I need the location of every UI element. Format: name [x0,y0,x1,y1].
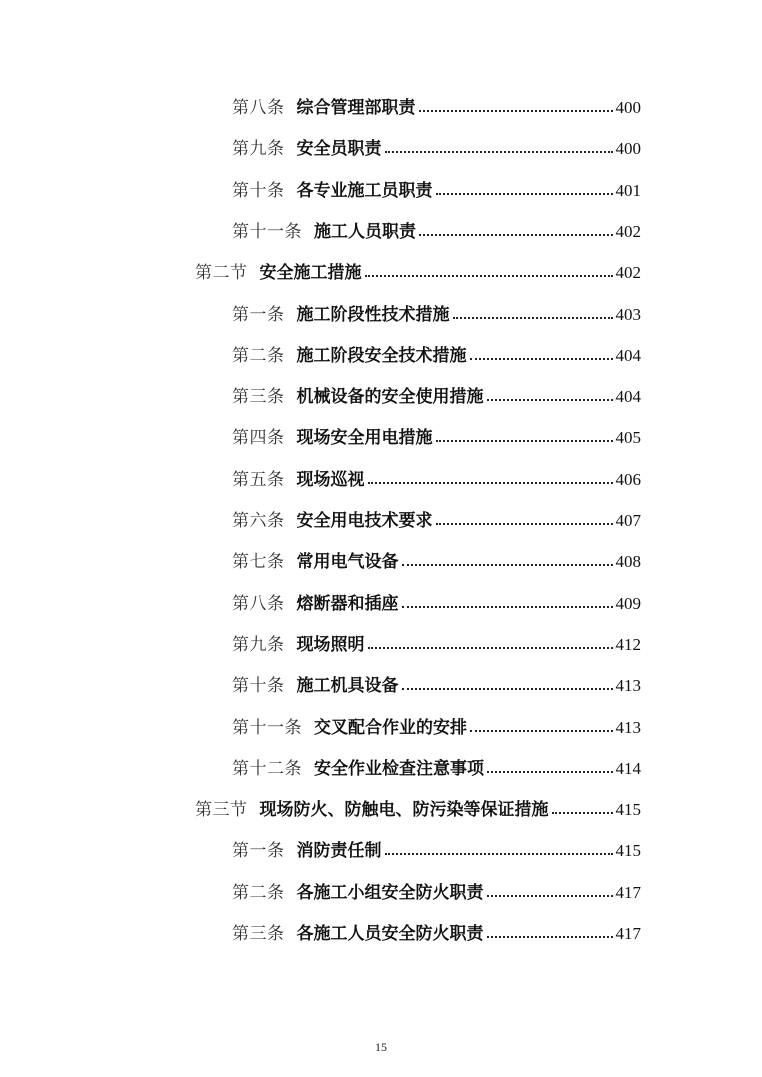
toc-entry-page: 413 [615,676,641,696]
toc-article-entry[interactable] [0,129,762,159]
toc-entry-number: 第十一条 [232,717,302,738]
toc-entry-title: 安全施工措施 [259,263,362,284]
toc-entry-page: 412 [615,634,641,654]
toc-dot-leader [436,523,613,525]
toc-entry-number: 第三条 [232,387,285,408]
toc-article-entry[interactable] [0,171,762,201]
toc-entry-page: 403 [615,304,641,324]
toc-section-entry[interactable] [0,253,762,283]
toc-dot-leader [436,193,613,195]
toc-entry-title: 熔断器和插座 [296,593,399,614]
toc-dot-leader [470,358,613,360]
toc-dot-leader [552,812,613,814]
toc-section-entry[interactable] [0,790,762,820]
toc-dot-leader [368,482,613,484]
toc-article-entry[interactable] [0,831,762,861]
toc-article-entry[interactable] [0,377,762,407]
toc-entry-number: 第十条 [232,180,285,201]
toc-entry-title: 安全员职责 [296,139,382,160]
toc-dot-leader [436,440,613,442]
toc-article-entry[interactable] [0,584,762,614]
toc-article-entry[interactable] [0,336,762,366]
toc-entry-title: 现场巡视 [296,469,365,490]
toc-entry-title: 机械设备的安全使用措施 [296,387,484,408]
toc-dot-leader [402,564,613,566]
toc-entry-number: 第六条 [232,511,285,531]
toc-article-entry[interactable] [0,295,762,325]
toc-entry-number: 第二节 [195,263,248,284]
toc-entry-number: 第一条 [232,304,285,325]
toc-entry-page: 400 [615,98,641,117]
toc-entry-number: 第十二条 [232,758,302,779]
toc-entry-number: 第一条 [232,841,285,862]
toc-entry-page: 413 [615,717,641,737]
toc-entry-page: 402 [615,221,641,241]
toc-entry-page: 407 [615,511,641,530]
toc-dot-leader [385,853,613,855]
toc-entry-number: 第三条 [232,924,285,944]
toc-entry-title: 常用电气设备 [296,552,399,573]
toc-entry-number: 第十条 [232,676,285,697]
toc-entry-title: 安全作业检查注意事项 [314,758,484,779]
toc-article-entry[interactable] [0,666,762,696]
toc-dot-leader [487,771,613,773]
toc-entry-page: 415 [615,841,641,861]
toc-entry-title: 各施工小组安全防火职责 [296,882,484,903]
toc-entry-number: 第四条 [232,428,285,449]
toc-dot-leader [419,110,613,112]
toc-entry-title: 各施工人员安全防火职责 [296,924,484,944]
toc-entry-title: 各专业施工员职责 [296,180,433,201]
toc-dot-leader [487,895,613,897]
toc-entry-title: 现场防火、防触电、防污染等保证措施 [259,800,549,821]
toc-entry-number: 第五条 [232,469,285,490]
toc-dot-leader [385,151,613,153]
toc-entry-page: 415 [615,800,641,820]
toc-dot-leader [402,688,613,690]
toc-dot-leader [368,647,613,649]
toc-article-entry[interactable] [0,501,762,531]
toc-entry-number: 第二条 [232,345,285,366]
toc-dot-leader [419,234,613,236]
toc-entry-page: 414 [615,758,641,778]
toc-entry-title: 施工人员职责 [314,221,416,242]
page-number: 15 [375,1040,387,1054]
toc-entry-number: 第九条 [232,634,285,655]
toc-article-entry[interactable] [0,418,762,448]
toc-entry-number: 第二条 [232,882,285,903]
toc-entry-title: 消防责任制 [296,841,382,862]
toc-entry-number: 第八条 [232,98,285,118]
toc-entry-page: 400 [615,139,641,159]
toc-entry-title: 施工阶段安全技术措施 [296,345,467,366]
toc-entry-page: 401 [615,180,641,200]
toc-entry-page: 406 [615,469,641,489]
toc-entry-page: 409 [615,593,641,613]
toc-entry-title: 综合管理部职责 [296,98,416,118]
toc-entry-page: 417 [615,882,641,902]
toc-article-entry[interactable] [0,873,762,903]
toc-entry-number: 第七条 [232,552,285,573]
toc-entry-page: 404 [615,345,641,365]
toc-entry-title: 安全用电技术要求 [296,511,433,531]
toc-entry-page: 404 [615,387,641,407]
toc-dot-leader [487,936,613,938]
toc-entry-title: 交叉配合作业的安排 [314,717,467,738]
toc-entry-page: 417 [615,924,641,943]
toc-article-entry[interactable] [0,749,762,779]
toc-entry-page: 402 [615,263,641,283]
toc-entry-title: 现场照明 [296,634,365,655]
toc-dot-leader [470,730,613,732]
toc-article-entry[interactable] [0,542,762,572]
toc-article-entry[interactable] [0,625,762,655]
toc-entry-title: 施工机具设备 [296,676,399,697]
toc-entry-page: 405 [615,428,641,448]
toc-dot-leader [453,317,613,319]
toc-dot-leader [402,606,613,608]
toc-entry-title: 现场安全用电措施 [296,428,433,449]
toc-article-entry[interactable] [0,460,762,490]
toc-article-entry[interactable] [0,914,762,944]
toc-article-entry[interactable] [0,212,762,242]
toc-entry-number: 第九条 [232,139,285,160]
toc-dot-leader [487,399,613,401]
toc-article-entry[interactable] [0,708,762,738]
toc-entry-number: 第三节 [195,800,248,821]
toc-entry-number: 第八条 [232,593,285,614]
toc-article-entry[interactable] [0,88,762,118]
toc-entry-page: 408 [615,552,641,572]
toc-entry-number: 第十一条 [232,221,302,242]
toc-dot-leader [365,275,613,277]
toc-entry-title: 施工阶段性技术措施 [296,304,450,325]
